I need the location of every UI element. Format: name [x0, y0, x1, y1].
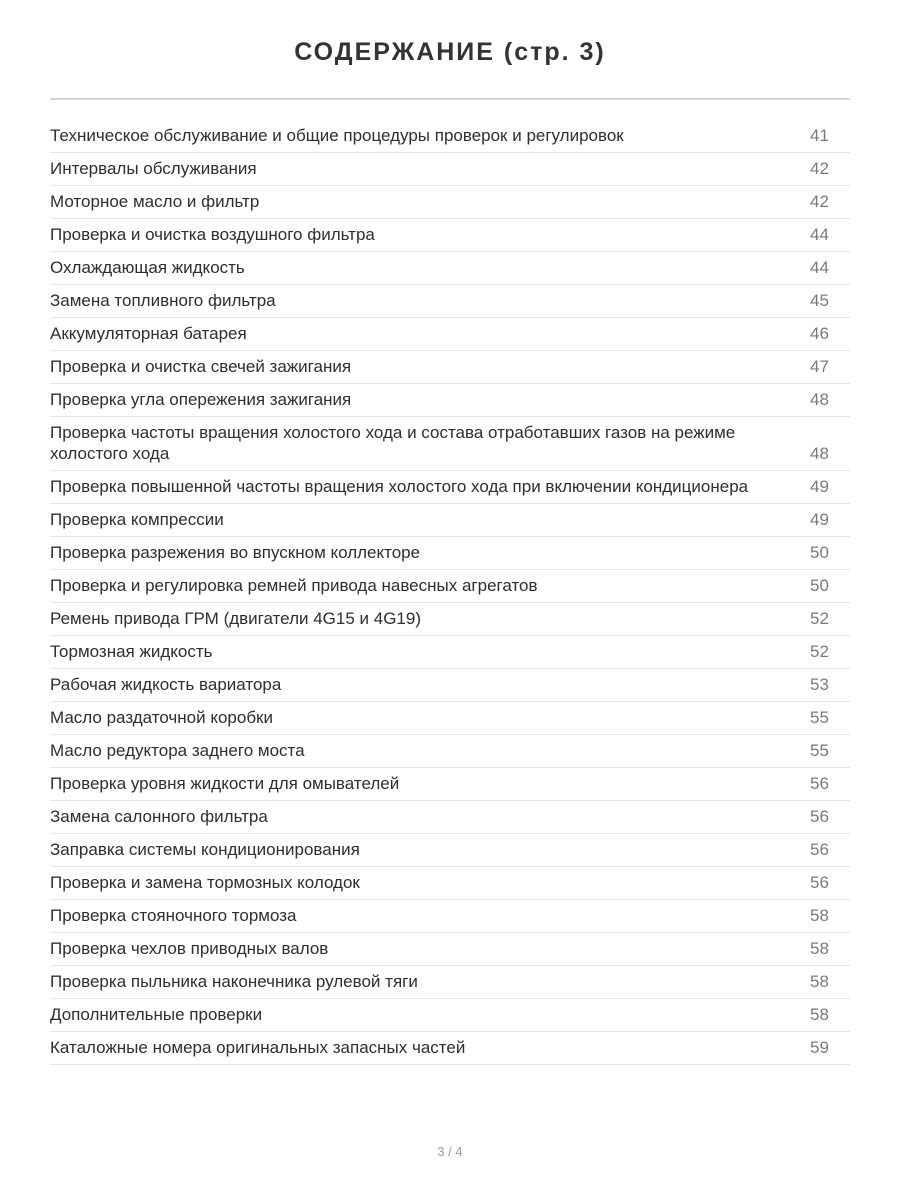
toc-entry-title: Проверка частоты вращения холостого хода и состава отработавших газов на режиме холостого хода: [50, 423, 736, 463]
toc-entry-page-number: 49: [810, 510, 829, 529]
toc-entry[interactable]: [50, 318, 850, 351]
title-divider: [50, 98, 850, 100]
toc-entry-title: Масло редуктора заднего моста: [50, 741, 305, 760]
page-indicator: 3 / 4: [437, 1144, 463, 1159]
toc-entry-page-number: 50: [810, 543, 829, 562]
toc-entry-title: Проверка чехлов приводных валов: [50, 939, 329, 958]
toc-entry-title: Дополнительные проверки: [50, 1005, 263, 1024]
toc-entry[interactable]: [50, 120, 850, 153]
toc-entry[interactable]: [50, 636, 850, 669]
toc-entry-title: Проверка пыльника наконечника рулевой тяги: [50, 972, 418, 991]
toc-entry[interactable]: [50, 417, 850, 471]
toc-entry-page-number: 58: [810, 906, 829, 925]
toc-entry-page-number: 55: [810, 708, 829, 727]
toc-entry-title: Проверка и очистка свечей зажигания: [50, 357, 352, 376]
toc-entry[interactable]: [50, 384, 850, 417]
toc-entry[interactable]: [50, 801, 850, 834]
toc-entry-title: Проверка угла опережения зажигания: [50, 390, 352, 409]
toc-entry[interactable]: [50, 153, 850, 186]
table-of-contents: [50, 120, 850, 1065]
toc-entry[interactable]: [50, 702, 850, 735]
toc-entry-page-number: 59: [810, 1038, 829, 1057]
toc-entry-page-number: 49: [810, 477, 829, 496]
toc-entry[interactable]: [50, 186, 850, 219]
toc-entry[interactable]: [50, 570, 850, 603]
toc-entry[interactable]: [50, 471, 850, 504]
toc-entry-title: Проверка повышенной частоты вращения холостого хода при включении кондиционера: [50, 477, 749, 496]
toc-entry-page-number: 56: [810, 840, 829, 859]
toc-entry-title: Проверка и очистка воздушного фильтра: [50, 225, 375, 244]
toc-entry-page-number: 56: [810, 807, 829, 826]
toc-entry[interactable]: [50, 999, 850, 1032]
toc-entry-title: Моторное масло и фильтр: [50, 192, 260, 211]
toc-entry-title: Проверка и замена тормозных колодок: [50, 873, 360, 892]
toc-entry-page-number: 50: [810, 576, 829, 595]
toc-entry-page-number: 47: [810, 357, 829, 376]
toc-entry[interactable]: [50, 504, 850, 537]
toc-entry[interactable]: [50, 1032, 850, 1065]
toc-entry-page-number: 58: [810, 972, 829, 991]
toc-entry-title: Проверка разрежения во впускном коллекторе: [50, 543, 421, 562]
toc-entry[interactable]: [50, 735, 850, 768]
toc-entry[interactable]: [50, 867, 850, 900]
toc-entry[interactable]: [50, 537, 850, 570]
toc-entry-title: Проверка компрессии: [50, 510, 224, 529]
toc-entry-title: Рабочая жидкость вариатора: [50, 675, 282, 694]
toc-entry[interactable]: [50, 900, 850, 933]
toc-entry-page-number: 48: [810, 390, 829, 409]
toc-entry-page-number: 56: [810, 873, 829, 892]
toc-entry-title: Тормозная жидкость: [50, 642, 213, 661]
toc-entry[interactable]: [50, 669, 850, 702]
toc-entry-title: Ремень привода ГРМ (двигатели 4G15 и 4G19): [50, 609, 421, 628]
toc-entry[interactable]: [50, 285, 850, 318]
toc-entry-page-number: 45: [810, 291, 829, 310]
toc-entry-page-number: 56: [810, 774, 829, 793]
toc-entry-title: Масло раздаточной коробки: [50, 708, 273, 727]
toc-entry-title: Интервалы обслуживания: [50, 159, 257, 178]
toc-entry[interactable]: [50, 252, 850, 285]
toc-entry[interactable]: [50, 768, 850, 801]
toc-entry[interactable]: [50, 933, 850, 966]
toc-entry-title: Замена топливного фильтра: [50, 291, 276, 310]
toc-entry-title: Проверка стояночного тормоза: [50, 906, 297, 925]
toc-entry-title: Проверка уровня жидкости для омывателей: [50, 774, 400, 793]
toc-entry-page-number: 52: [810, 609, 829, 628]
toc-entry[interactable]: [50, 834, 850, 867]
toc-entry-page-number: 44: [810, 225, 829, 244]
toc-entry-page-number: 48: [810, 444, 829, 463]
toc-entry-title: Заправка системы кондиционирования: [50, 840, 360, 859]
toc-entry-page-number: 55: [810, 741, 829, 760]
toc-entry[interactable]: [50, 966, 850, 999]
toc-entry-page-number: 44: [810, 258, 829, 277]
toc-entry-page-number: 46: [810, 324, 829, 343]
toc-entry-title: Каталожные номера оригинальных запасных частей: [50, 1038, 466, 1057]
toc-entry-page-number: 42: [810, 192, 829, 211]
page-title: СОДЕРЖАНИЕ (стр. 3): [294, 38, 606, 66]
toc-entry-title: Замена салонного фильтра: [50, 807, 268, 826]
toc-entry-page-number: 58: [810, 1005, 829, 1024]
toc-entry-title: Проверка и регулировка ремней привода навесных агрегатов: [50, 576, 538, 595]
toc-entry-title: Техническое обслуживание и общие процедуры проверок и регулировок: [50, 126, 624, 145]
toc-entry[interactable]: [50, 603, 850, 636]
toc-entry-title: Охлаждающая жидкость: [50, 258, 245, 277]
toc-entry-page-number: 52: [810, 642, 829, 661]
toc-entry-page-number: 53: [810, 675, 829, 694]
toc-entry[interactable]: [50, 351, 850, 384]
toc-entry-page-number: 42: [810, 159, 829, 178]
toc-entry[interactable]: [50, 219, 850, 252]
toc-entry-page-number: 58: [810, 939, 829, 958]
toc-entry-page-number: 41: [810, 126, 829, 145]
toc-entry-title: Аккумуляторная батарея: [50, 324, 247, 343]
